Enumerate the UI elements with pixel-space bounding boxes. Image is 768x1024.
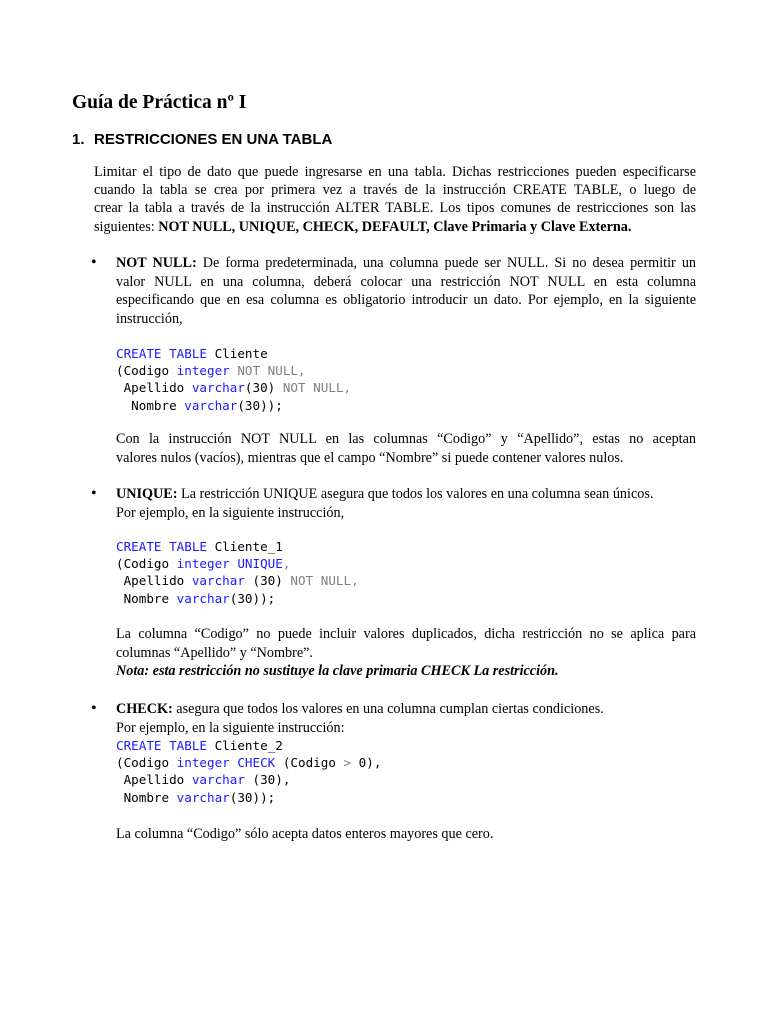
check-line — [116, 700, 696, 719]
bullet-marker: • — [91, 485, 97, 502]
check-line: Por ejemplo, en la siguiente instrucción: — [116, 719, 345, 736]
unique-line — [116, 485, 696, 504]
code-line: Nombre varchar(30)); — [116, 397, 283, 413]
constraint-list: NOT NULL, UNIQUE, CHECK, DEFAULT, Clave Primaria y Clave Externa. — [158, 218, 632, 235]
unique-explanation-line: columnas “Apellido” y “Nombre”. — [116, 644, 313, 661]
unique-note: Nota: esta restricción no sustituye la clave primaria CHECK La restricción. — [116, 663, 559, 680]
unique-paragraph — [116, 485, 696, 522]
unique-line: Por ejemplo, en la siguiente instrucción, — [116, 504, 345, 521]
not-null-desc: De forma predeterminada, una columna puede ser NULL. Si no desea permitir un — [196, 255, 697, 271]
code-line: Nombre varchar(30)); — [116, 590, 276, 606]
bullet-marker: • — [91, 700, 97, 717]
check-desc: asegura que todos los valores en una columna cumplan ciertas condiciones. — [172, 701, 604, 717]
not-null-code-block — [116, 345, 351, 414]
section-heading — [72, 131, 332, 148]
code-line: (Codigo integer CHECK (Codigo > 0), — [116, 755, 382, 771]
intro-line: crear la tabla a través de la instrucción ALTER TABLE. Los tipos comunes de restricciones son las — [94, 200, 696, 217]
unique-explanation — [116, 625, 696, 681]
not-null-explanation — [116, 430, 696, 467]
check-explanation-line: La columna “Codigo” sólo acepta datos enteros mayores que cero. — [116, 826, 494, 842]
not-null-line: instrucción, — [116, 310, 183, 327]
section-number: 1. — [72, 131, 85, 148]
bullet-marker: • — [91, 254, 97, 271]
code-line: Apellido varchar (30), — [116, 772, 291, 788]
intro-line — [94, 218, 696, 236]
check-paragraph — [116, 700, 696, 737]
code-line: CREATE TABLE Cliente_2 — [116, 738, 283, 753]
unique-term: UNIQUE: — [116, 486, 178, 502]
not-null-term: NOT NULL: — [116, 255, 197, 271]
check-code-block — [116, 737, 381, 806]
not-null-line — [116, 254, 696, 273]
section-label: RESTRICCIONES EN UNA TABLA — [94, 131, 333, 148]
check-explanation — [116, 825, 696, 844]
intro-prefix: siguientes: — [94, 218, 159, 235]
intro-line: Limitar el tipo de dato que puede ingresarse en una tabla. Dichas restricciones pueden especificarse — [94, 164, 696, 180]
unique-explanation-line: La columna “Codigo” no puede incluir valores duplicados, dicha restricción no se aplica para — [116, 626, 696, 642]
code-line: Nombre varchar(30)); — [116, 789, 276, 805]
code-line: Apellido varchar (30) NOT NULL, — [116, 573, 359, 589]
unique-desc: La restricción UNIQUE asegura que todos los valores en una columna sean únicos. — [177, 486, 654, 502]
not-null-explanation-line: valores nulos (vacíos), mientras que el campo “Nombre” si puede contener valores nulos. — [116, 449, 624, 466]
not-null-explanation-line: Con la instrucción NOT NULL en las columnas “Codigo” y “Apellido”, estas no aceptan — [116, 431, 696, 447]
not-null-line: valor NULL en una columna, deberá colocar una restricción NOT NULL en esta columna — [116, 273, 696, 290]
code-line: Apellido varchar(30) NOT NULL, — [116, 380, 352, 396]
code-line: CREATE TABLE Cliente_1 — [116, 539, 283, 554]
page-title: Guía de Práctica nº I — [72, 92, 247, 113]
code-line: (Codigo integer UNIQUE, — [116, 556, 291, 572]
unique-code-block — [116, 538, 359, 607]
intro-paragraph — [94, 163, 696, 236]
not-null-paragraph — [116, 254, 696, 328]
code-line: CREATE TABLE Cliente — [116, 346, 268, 361]
check-term: CHECK: — [116, 701, 173, 717]
not-null-line: especificando que en esa columna es obligatorio introducir un dato. Por ejemplo, en la siguiente — [116, 292, 696, 309]
code-line: (Codigo integer NOT NULL, — [116, 363, 306, 379]
intro-line: cuando la tabla se crea por primera vez a través de la instrucción CREATE TABLE, o luego de — [94, 182, 696, 199]
